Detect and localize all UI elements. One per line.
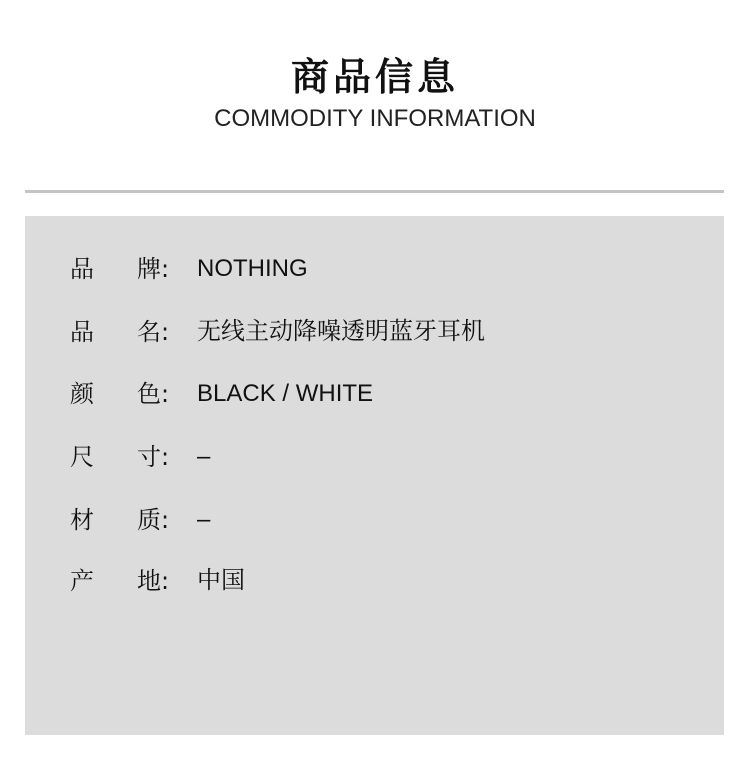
info-value-size: – [197, 443, 211, 470]
info-label-first: 品 [70, 318, 94, 346]
info-row-size [70, 441, 210, 473]
info-row-product-name [70, 316, 485, 348]
info-label-second: 色: [137, 380, 170, 408]
header-divider [25, 190, 724, 193]
info-label-second: 质: [137, 506, 170, 534]
info-label-second: 牌: [137, 255, 170, 283]
page-title: 商品信息 [290, 55, 459, 99]
info-label-first: 颜 [70, 380, 94, 408]
page-header [0, 52, 750, 134]
info-row-material [70, 504, 210, 536]
commodity-info-panel [25, 216, 724, 735]
info-label-second: 名: [137, 318, 170, 346]
info-value-product-name: 无线主动降噪透明蓝牙耳机 [197, 318, 485, 345]
info-label-second: 地: [137, 567, 170, 595]
info-label-first: 品 [70, 255, 94, 283]
info-value-brand: NOTHING [197, 255, 308, 282]
info-label-first: 尺 [70, 443, 94, 471]
page-subtitle: COMMODITY INFORMATION [214, 105, 536, 132]
info-label-second: 寸: [137, 443, 170, 471]
info-row-color [70, 378, 373, 410]
info-row-brand [70, 253, 308, 285]
info-value-origin: 中国 [197, 567, 245, 594]
info-value-color: BLACK / WHITE [197, 380, 374, 407]
info-label-first: 材 [70, 506, 94, 534]
info-label-first: 产 [70, 567, 94, 595]
info-row-origin [70, 565, 245, 597]
info-value-material: – [197, 506, 211, 533]
